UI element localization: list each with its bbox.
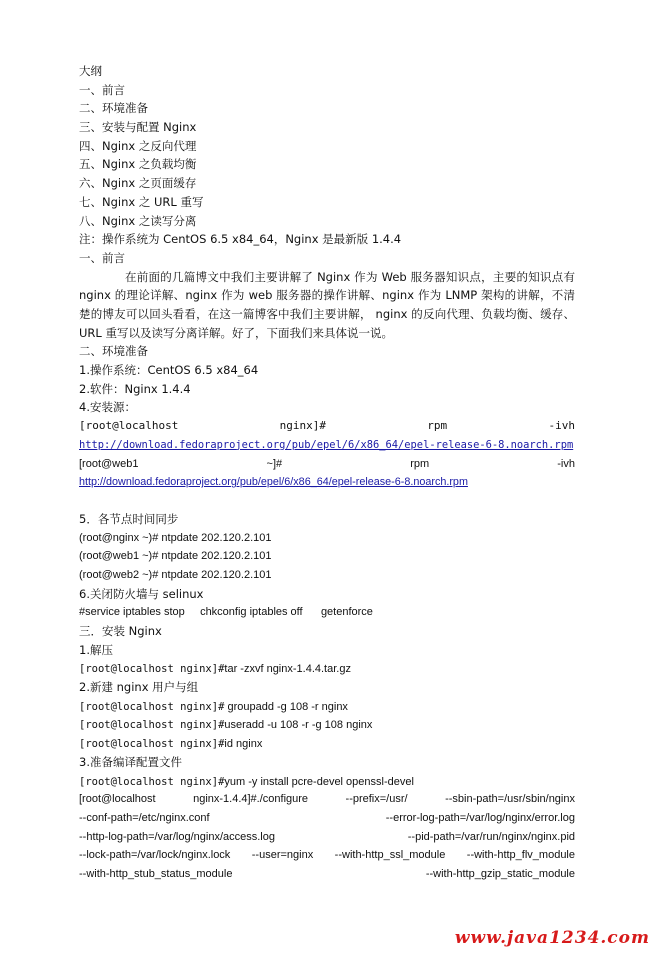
configure-token: --error-log-path=/var/log/nginx/error.log [385,811,575,824]
configure-line [79,790,575,809]
prompt: [root@localhost nginx]# [79,663,225,676]
configure-token: --with-http_gzip_static_module [425,867,575,880]
outline-item: 五、Nginx 之负载均衡 [79,157,197,172]
command: getenforce [320,606,373,619]
section-heading-environment: 二、环境准备 [79,344,148,359]
configure-token: --http-log-path=/var/log/nginx/access.log [79,830,275,843]
command-name: rpm [410,457,430,470]
command: tar -zxvf nginx-1.4.4.tar.gz [224,663,351,676]
epel-rpm-link[interactable]: http://download.fedoraproject.org/pub/epel/6/x86_64/epel-release-6-8.noarch.rpm [79,438,574,451]
configure-token: --prefix=/usr/ [345,793,408,806]
time-sync-label: 5．各节点时间同步 [79,511,179,526]
prompt: [root@localhost nginx]# [79,700,225,713]
configure-token: --pid-path=/var/run/nginx/nginx.pid [407,830,575,843]
configure-line [79,865,575,884]
user-command [79,715,575,734]
firewall-commands [79,603,575,622]
configure-token: [root@localhost [79,793,156,806]
site-watermark: www.java1234.com [454,928,650,948]
ntpdate-command: (root@web1 ~)# ntpdate 202.120.2.101 [79,550,272,563]
command: yum -y install pcre-devel openssl-devel [224,775,414,788]
outline-item: 七、Nginx 之 URL 重写 [79,194,204,209]
os-line: 1.操作系统：CentOS 6.5 x84_64 [79,363,259,378]
configure-token: --user=nginx [251,849,314,862]
prompt-host: [root@web1 [79,457,139,470]
prompt-dir: ~]# [266,457,283,470]
rpm-command-localhost [79,417,575,436]
ntpdate-command: (root@nginx ~)# ntpdate 202.120.2.101 [79,531,272,544]
command-flags: -ivh [548,419,575,433]
command: id nginx [224,738,263,751]
command: chkconfig iptables off [200,606,303,619]
document-page [79,62,575,884]
preface-paragraph: 在前面的几篇博文中我们主要讲解了 Nginx 作为 Web 服务器知识点，主要的知识点有 nginx 的理论详解、nginx 作为 web 服务器的操作讲解、nginx 作为 LNMP 架构的讲解，不清楚的博友可以回头看看，在这一篇博客中我们主要讲解， nginx 的反向代理、负载均衡、缓存、URL 重写以及读写分离详解。好了，下面我们来具体说一说。 [79,269,575,340]
yum-command [79,772,575,791]
prompt-dir: nginx]# [279,419,326,433]
section-heading-preface: 一、前言 [79,250,125,265]
configure-line [79,809,575,828]
configure-token: --with-http_ssl_module [334,849,446,862]
spacer [79,492,575,510]
software-line: 2.软件：Nginx 1.4.4 [79,381,191,396]
outline-item: 八、Nginx 之读写分离 [79,213,197,228]
firewall-label: 6.关闭防火墙与 selinux [79,586,204,601]
command-flags: -ivh [557,457,575,470]
unzip-command [79,659,575,678]
outline-item: 三、安装与配置 Nginx [79,120,197,135]
prompt-host: [root@localhost [79,419,179,433]
user-group-label: 2.新建 nginx 用户与组 [79,680,199,695]
configure-line [79,846,575,865]
prompt: [root@localhost nginx]# [79,738,225,751]
source-label: 4.安装源： [79,400,136,415]
command-name: rpm [427,419,448,433]
unzip-label: 1.解压 [79,642,113,657]
prompt: [root@localhost nginx]# [79,775,225,788]
compile-label: 3.准备编译配置文件 [79,754,182,769]
outline-item: 二、环境准备 [79,101,148,116]
user-command [79,697,575,716]
user-command [79,734,575,753]
outline-item: 一、前言 [79,82,125,97]
configure-token: --with-http_stub_status_module [79,867,233,880]
ntpdate-command: (root@web2 ~)# ntpdate 202.120.2.101 [79,568,272,581]
section-heading-install: 三．安装 Nginx [79,624,162,638]
configure-token: --lock-path=/var/lock/nginx.lock [79,849,231,862]
command: #service iptables stop [79,606,185,619]
epel-rpm-link[interactable]: http://download.fedoraproject.org/pub/epel/6/x86_64/epel-release-6-8.noarch.rpm [79,476,468,489]
command: useradd -u 108 -r -g 108 nginx [224,719,373,732]
command: groupadd -g 108 -r nginx [224,700,348,713]
outline-item: 四、Nginx 之反向代理 [79,138,197,153]
configure-token: --sbin-path=/usr/sbin/nginx [445,793,575,806]
configure-token: nginx-1.4.4]#./configure [193,793,309,806]
configure-token: --conf-path=/etc/nginx.conf [79,811,210,824]
prompt: [root@localhost nginx]# [79,719,225,732]
outline-item: 六、Nginx 之页面缓存 [79,176,197,191]
os-note: 注：操作系统为 CentOS 6.5 x84_64，Nginx 是最新版 1.4.4 [79,232,402,247]
rpm-command-web1 [79,455,575,474]
configure-token: --with-http_flv_module [466,849,575,862]
outline-title: 大纲 [79,64,102,78]
configure-line [79,828,575,847]
